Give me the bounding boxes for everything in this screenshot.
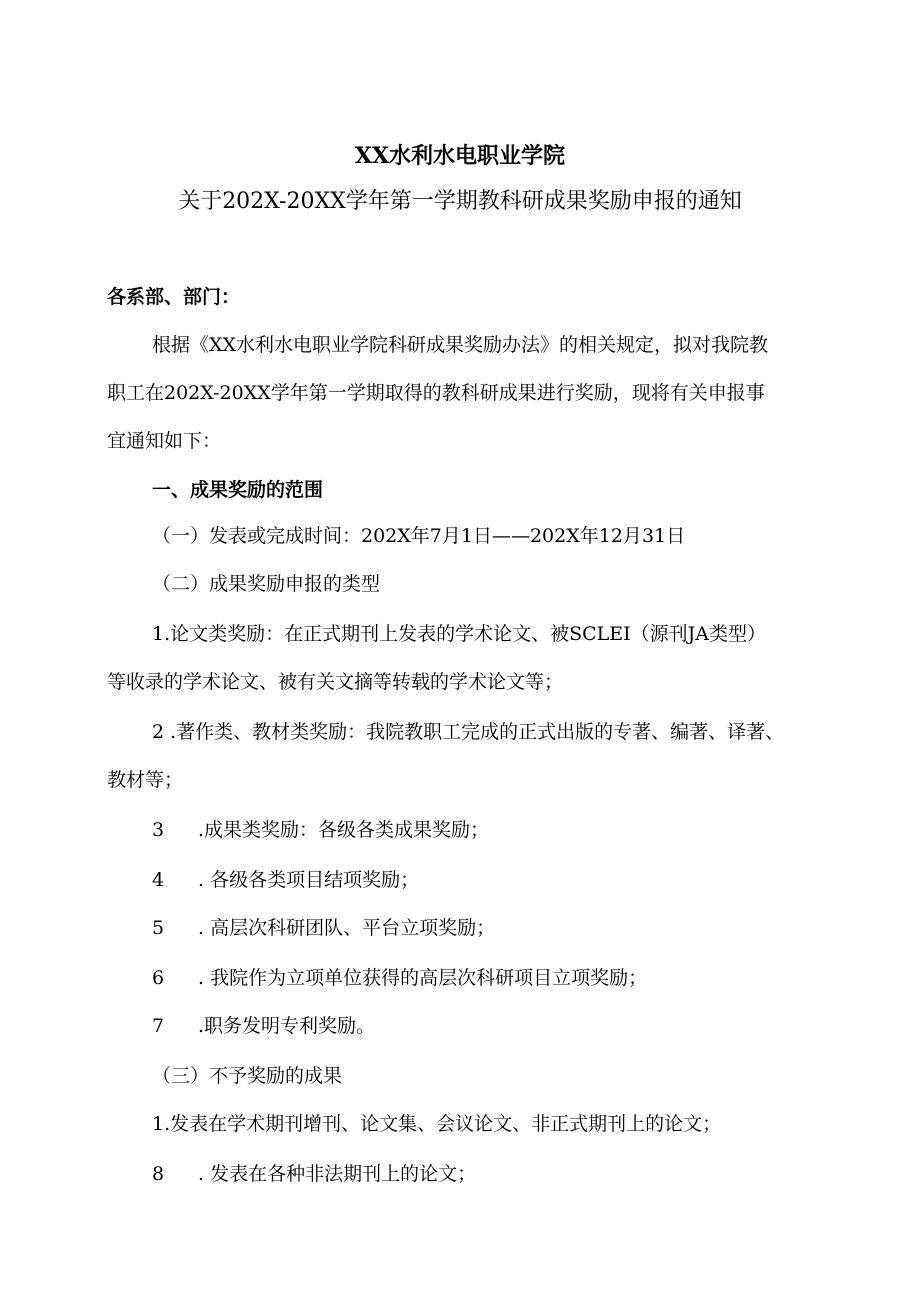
- list-item-number: 7: [152, 1015, 165, 1037]
- type-item-2-line-1: 2 .著作类、教材类奖励：我院教职工完成的正式出版的专著、编著、译著、: [152, 721, 785, 743]
- type-item-2-line-2: 教材等；: [107, 769, 184, 791]
- intro-line-1: 根据《XX水利水电职业学院科研成果奖励办法》的相关规定，拟对我院教: [152, 334, 769, 356]
- list-item-text: .职务发明专利奖励。: [198, 1015, 376, 1037]
- list-item: [152, 1014, 375, 1038]
- list-item-number: 3: [152, 819, 165, 841]
- list-item: [152, 818, 489, 842]
- intro-line-3: 宜通知如下：: [107, 430, 222, 452]
- list-item-text: . 高层次科研团队、平台立项奖励；: [198, 917, 496, 939]
- list-item-text: . 发表在各种非法期刊上的论文；: [198, 1163, 477, 1185]
- list-item: [152, 868, 419, 892]
- list-item-number: 6: [152, 967, 165, 989]
- salutation: 各系部、部门：: [107, 286, 241, 308]
- list-item-text: . 我院作为立项单位获得的高层次科研项目立项奖励；: [198, 967, 648, 989]
- excluded-item-2: [152, 1162, 476, 1186]
- type-item-1-line-1: 1.论文类奖励：在正式期刊上发表的学术论文、被SCLEI（源刊JA类型）: [152, 623, 767, 645]
- document-title: XX水利水电职业学院: [354, 143, 566, 169]
- list-item-number: 5: [152, 917, 165, 939]
- subheading-excluded: （三）不予奖励的成果: [152, 1065, 343, 1087]
- section-heading-scope: 一、成果奖励的范围: [152, 479, 324, 501]
- list-item-text: .成果类奖励：各级各类成果奖励；: [198, 819, 490, 841]
- list-item: [152, 966, 647, 990]
- list-item-text: . 各级各类项目结项奖励；: [198, 869, 420, 891]
- document-subtitle: 关于202X-20XX学年第一学期教科研成果奖励申报的通知: [178, 189, 742, 214]
- list-item-number: 4: [152, 869, 165, 891]
- time-range: （一）发表或完成时间：202X年7月1日——202X年12月31日: [152, 525, 686, 547]
- excluded-item-1: 1.发表在学术期刊增刊、论文集、会议论文、非正式期刊上的论文；: [152, 1113, 722, 1135]
- list-item: [152, 916, 495, 940]
- list-item-number: 8: [152, 1163, 165, 1185]
- type-item-1-line-2: 等收录的学术论文、被有关文摘等转载的学术论文等；: [107, 671, 564, 693]
- subheading-types: （二）成果奖励申报的类型: [152, 573, 381, 595]
- intro-line-2: 职工在202X-20XX学年第一学期取得的教科研成果进行奖励，现将有关申报事: [107, 382, 765, 404]
